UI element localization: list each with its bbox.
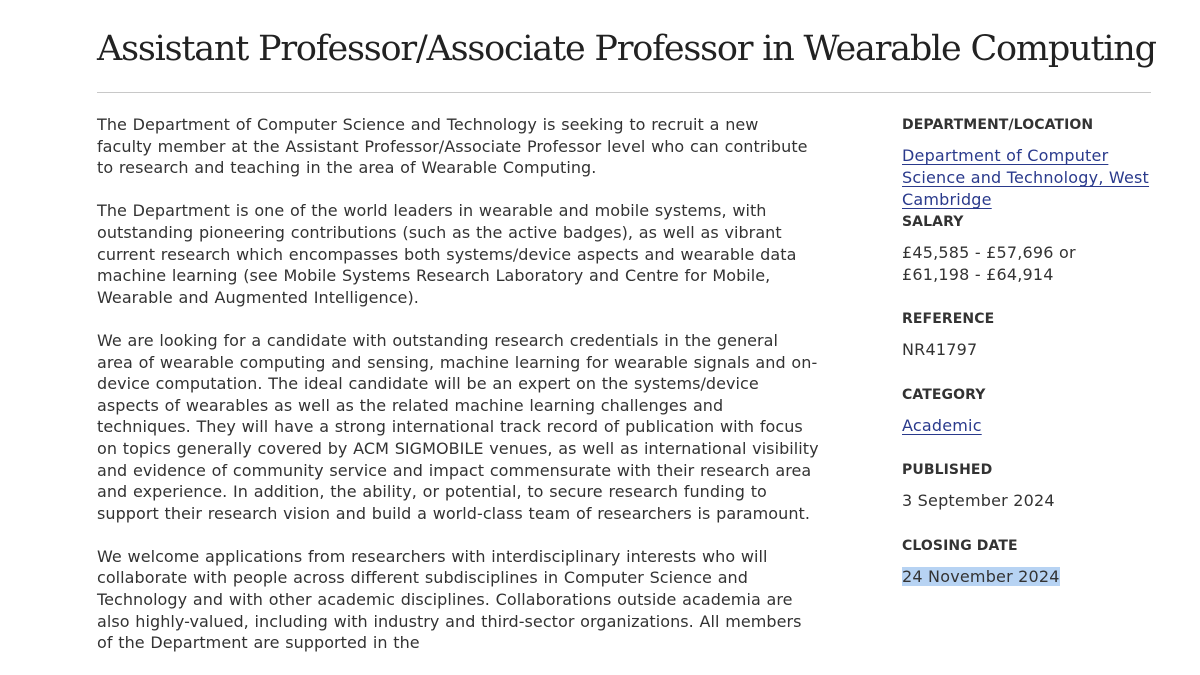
category-link[interactable]: Academic — [902, 416, 982, 435]
reference-value: NR41797 — [902, 340, 978, 359]
reference-label: REFERENCE — [902, 311, 995, 327]
closing-date-value: 24 November 2024 — [902, 567, 1060, 586]
department-section — [902, 115, 1162, 211]
closing-date-label: CLOSING DATE — [902, 538, 1018, 554]
published-section — [902, 460, 1162, 512]
salary-line-2: £61,198 - £64,914 — [902, 265, 1054, 284]
salary-label: SALARY — [902, 214, 964, 230]
reference-section — [902, 309, 1162, 361]
salary-section — [902, 212, 1162, 286]
description-paragraph-2: The Department is one of the world leaders in wearable and mobile systems, with outstanding pioneering contributions (such as the active badges), as well as vibrant current research which encompasses both systems/device aspects and wearable data machine learning (see Mobile Systems Research Laboratory and Centre for Mobile, Wearable and Augmented Intelligence). — [97, 201, 797, 307]
department-label: DEPARTMENT/LOCATION — [902, 117, 1094, 133]
salary-line-1: £45,585 - £57,696 or — [902, 243, 1076, 262]
description-paragraph-4: We welcome applications from researchers with interdisciplinary interests who will collaborate with people across different subdisciplines in Computer Science and Technology and with other academic disciplines. Collaborations outside academia are also highly-valued, including with industry and third-sector organizations. All members of the Department are supported in the — [97, 546, 802, 653]
description-paragraph-3: We are looking for a candidate with outstanding research credentials in the general area of wearable computing and sensing, machine learning for wearable signals and on-device computation. The ideal candidate will be an expert on the systems/device aspects of wearables as well as the related machine learning challenges and techniques. They will have a strong international track record of publication with focus on topics generally covered by ACM SIGMOBILE venues, as well as international visibility and evidence of community service and impact commensurate with their research area and experience. In addition, the ability, or potential, to secure research funding to support their research vision and build a world-class team of researchers is paramount. — [97, 330, 819, 523]
published-label: PUBLISHED — [902, 462, 993, 478]
page-title: Assistant Professor/Associate Professor in Wearable Computing — [97, 29, 1156, 69]
category-section — [902, 385, 1162, 437]
department-link[interactable]: Department of Computer Science and Technology, West Cambridge — [902, 146, 1150, 209]
job-description — [97, 114, 819, 675]
title-divider — [97, 92, 1151, 93]
description-paragraph-1: The Department of Computer Science and Technology is seeking to recruit a new faculty member at the Assistant Professor/Associate Professor level who can contribute to research and teaching in the area of Wearable Computing. — [97, 115, 808, 178]
published-value: 3 September 2024 — [902, 491, 1055, 510]
salary-value — [902, 242, 1162, 286]
closing-date-section — [902, 536, 1162, 588]
category-label: CATEGORY — [902, 387, 986, 403]
